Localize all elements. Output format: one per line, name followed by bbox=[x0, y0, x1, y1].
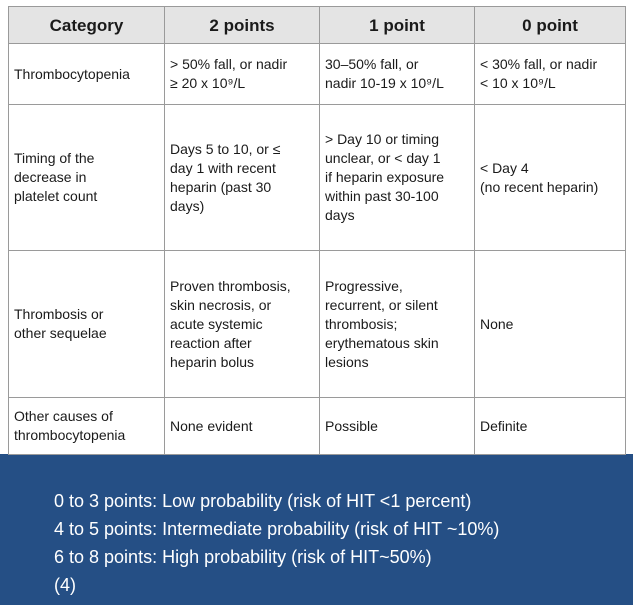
cell-text: < 30% fall, or nadir < 10 x 10⁹/L bbox=[480, 56, 598, 91]
header-2-points: 2 points bbox=[165, 7, 320, 44]
table-row bbox=[9, 251, 626, 398]
cell-0-point bbox=[475, 251, 626, 398]
cell-1-point bbox=[320, 251, 475, 398]
row-category bbox=[9, 398, 165, 455]
header-category: Category bbox=[9, 7, 165, 44]
cell-text: < Day 4 (no recent heparin) bbox=[480, 159, 599, 195]
cell-text: None evident bbox=[170, 417, 253, 434]
cell-text: Thrombosis or other sequelae bbox=[14, 306, 107, 341]
cell-text: Proven thrombosis, skin necrosis, or acute systemic reaction after heparin bolus bbox=[170, 277, 291, 370]
cell-0-point bbox=[475, 105, 626, 251]
cell-0-point bbox=[475, 398, 626, 455]
cell-2-points bbox=[165, 251, 320, 398]
header-1-point: 1 point bbox=[320, 7, 475, 44]
cell-text: > Day 10 or timing unclear, or < day 1 if heparin exposure within past 30-100 days bbox=[325, 131, 445, 223]
cell-text: Progressive, recurrent, or silent thrombosis; erythematous skin lesions bbox=[325, 277, 439, 370]
probability-summary bbox=[54, 487, 499, 599]
summary-line-high: 6 to 8 points: High probability (risk of HIT~50%) bbox=[54, 547, 432, 567]
cell-text: Other causes of thrombocytopenia bbox=[14, 408, 126, 443]
reference-number: (4) bbox=[54, 575, 76, 595]
hit-4t-score-table bbox=[8, 6, 626, 455]
cell-2-points bbox=[165, 105, 320, 251]
cell-text: 30–50% fall, or nadir 10-19 x 10⁹/L bbox=[325, 56, 444, 91]
cell-1-point bbox=[320, 105, 475, 251]
table-row bbox=[9, 44, 626, 105]
cell-text: Timing of the decrease in platelet count bbox=[14, 150, 98, 204]
cell-0-point bbox=[475, 44, 626, 105]
header-0-point: 0 point bbox=[475, 7, 626, 44]
row-category bbox=[9, 44, 165, 105]
cell-2-points bbox=[165, 44, 320, 105]
cell-text: Possible bbox=[325, 417, 378, 434]
cell-text: None bbox=[480, 315, 514, 332]
summary-line-intermediate: 4 to 5 points: Intermediate probability (risk of HIT ~10%) bbox=[54, 519, 500, 539]
cell-text: Thrombocytopenia bbox=[14, 65, 130, 82]
summary-line-low: 0 to 3 points: Low probability (risk of HIT <1 percent) bbox=[54, 491, 472, 511]
cell-1-point bbox=[320, 398, 475, 455]
table-row bbox=[9, 398, 626, 455]
cell-2-points bbox=[165, 398, 320, 455]
cell-1-point bbox=[320, 44, 475, 105]
row-category bbox=[9, 105, 165, 251]
cell-text: > 50% fall, or nadir ≥ 20 x 10⁹/L bbox=[170, 56, 288, 91]
row-category bbox=[9, 251, 165, 398]
cell-text: Definite bbox=[480, 417, 528, 434]
table-header-row bbox=[9, 7, 626, 44]
cell-text: Days 5 to 10, or ≤ day 1 with recent heparin (past 30 days) bbox=[170, 140, 281, 214]
table-row bbox=[9, 105, 626, 251]
